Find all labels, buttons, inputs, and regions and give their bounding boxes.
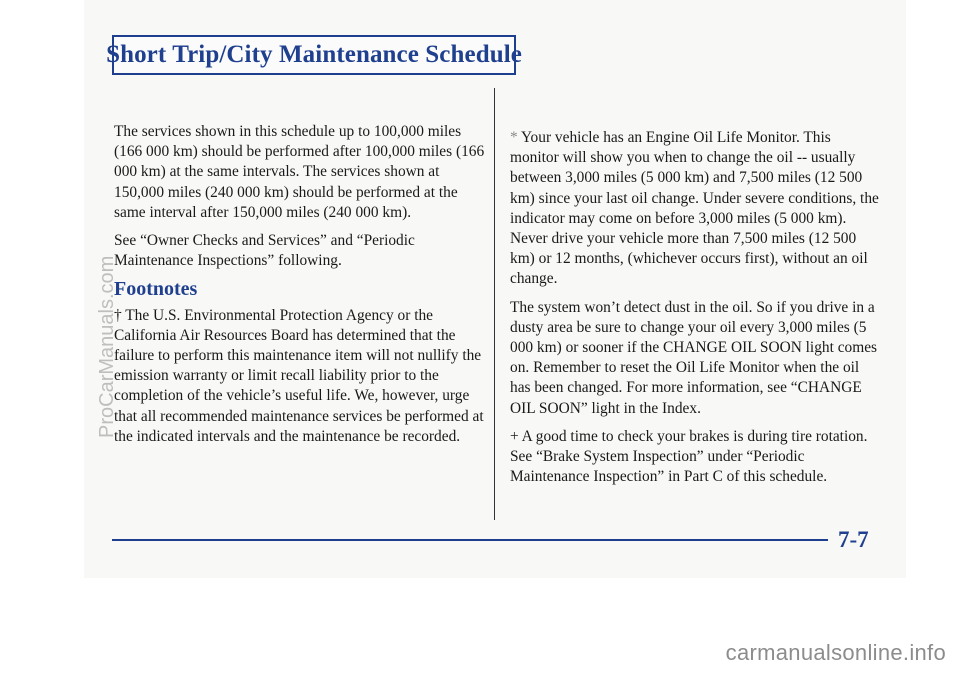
footnote-dagger: † The U.S. Environmental Protection Agency or the California Air Resources Board has determined that the failure to perform this maintenance item will not nullify the emission warranty or limit recall liability prior to the completion of the vehicle’s useful life. We, however, urge that all recommended maintenance services be performed at the indicated intervals and the maintenance be recorded.: [114, 306, 484, 445]
section-title: Short Trip/City Maintenance Schedule: [106, 41, 522, 68]
asterisk-symbol: *: [510, 129, 518, 146]
bottom-rule: [112, 539, 828, 541]
intro-paragraph: The services shown in this schedule up to 100,000 miles (166 000 km) should be performed after 100,000 miles (166 000 km) at the same intervals. The services shown at 150,000 miles (240 000 km) should be performed at the same interval after 150,000 miles (240 000 km).: [114, 123, 485, 221]
footnote-star-text: Your vehicle has an Engine Oil Life Monitor. This monitor will show you when to change the oil -- usually between 3,000 miles (5 000 km) and 7,500 miles (12 500 km) since your last oil change. Under severe conditions, the indicator may come on before 3,000 miles (5 000 km). Never drive your vehicle more than 7,500 miles (12 500 km) or 12 months, (whichever occurs first), without an oil change.: [510, 129, 879, 288]
footnotes-heading: Footnotes: [114, 278, 198, 301]
column-divider: [494, 88, 495, 520]
footnote-plus: + A good time to check your brakes is during tire rotation. See “Brake System Inspection” under “Periodic Maintenance Inspection” in Part C of this schedule.: [510, 427, 868, 486]
footnote-star-paragraph: [510, 128, 882, 290]
page-number: 7-7: [838, 527, 869, 552]
bottom-watermark: carmanualsonline.info: [725, 640, 946, 665]
section-title-box: [106, 35, 522, 75]
vertical-watermark: ProCarManuals.com: [96, 255, 118, 438]
see-also-paragraph: See “Owner Checks and Services” and “Periodic Maintenance Inspections” following.: [114, 232, 415, 270]
dust-note-paragraph: The system won’t detect dust in the oil. So if you drive in a dusty area be sure to change your oil every 3,000 miles (5 000 km) or sooner if the CHANGE OIL SOON light comes on. Remember to reset the Oil Life Monitor when the oil has been changed. For more information, see “CHANGE OIL SOON” light in the Index.: [510, 298, 878, 417]
right-column: [510, 128, 882, 495]
left-column: [114, 122, 486, 455]
